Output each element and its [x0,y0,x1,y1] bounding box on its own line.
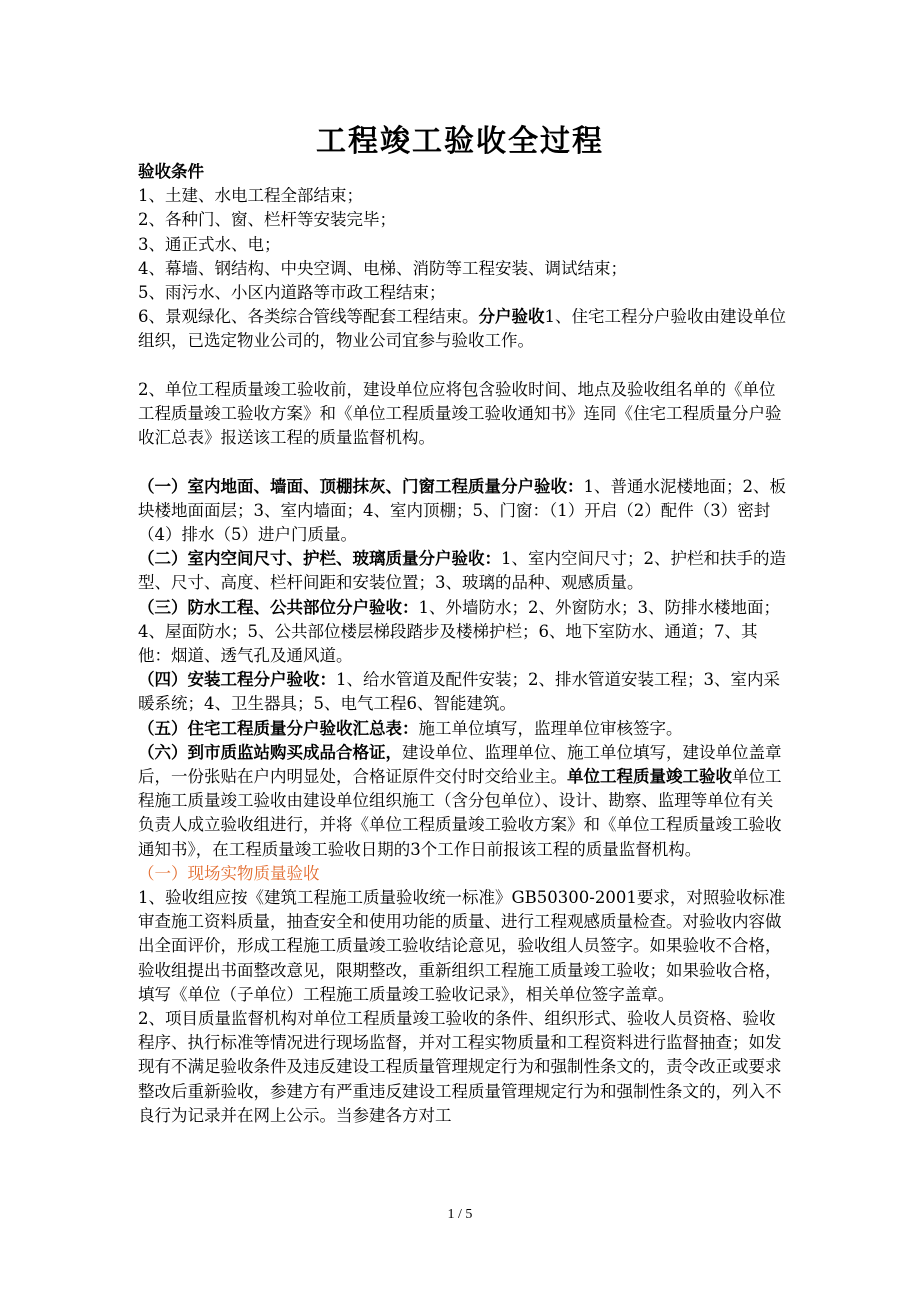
household-sub-2 [138,547,786,595]
unit-sub1-heading: （一）现场实物质量验收 [138,863,320,883]
sub-text: 1、室内空间尺寸；2、护栏和扶手的造型、尺寸、高度、栏杆间距和安装位置；3、玻璃的品种、观感质量。 [138,549,786,593]
unit-p1: 1、验收组应按《建筑工程施工质量验收统一标准》GB50300-2001要求，对照验收标准审查施工资料质量，抽查安全和使用功能的质量、进行工程观感质量检查。对验收内容做出全面评价，形成工程施工质量竣工验收结论意见，验收组人员签字。如果验收不合格，验收组提出书面整改意见，限期整改，重新组织工程施工质量竣工验收；如果验收合格，填写《单位（子单位）工程施工质量竣工验收记录》，相关单位签字盖章。 [138,888,786,1004]
unit-p2: 2、项目质量监督机构对单位工程质量竣工验收的条件、组织形式、验收人员资格、验收程序、执行标准等情况进行现场监督，并对工程实物质量和工程资料进行监督抽查；如发现有不满足验收条件及违反建设工程质量管理规定行为和强制性条文的，责令改正或要求整改后重新验收，参建方有严重违反建设工程质量管理规定行为和强制性条文的，列入不良行为记录并在网上公示。当参建各方对工 [138,1009,782,1125]
household-p2: 2、单位工程质量竣工验收前，建设单位应将包含验收时间、地点及验收组名单的《单位工程质量竣工验收方案》和《单位工程质量竣工验收通知书》连同《住宅工程质量分户验收汇总表》报送该工程的质量监督机构。 [138,379,782,448]
household-p1: 1、住宅工程分户验收由建设单位组织，已选定物业公司的，物业公司宜参与验收工作。 [138,307,786,351]
sub-text: 建设单位、监理单位、施工单位填写，建设单位盖章后，一份张贴在户内明显处，合格证原件交付时交给业主。 [138,742,782,787]
sub-label: （二）室内空间尺寸、护栏、玻璃质量分户验收： [138,549,501,569]
sub-label: （一）室内地面、墙面、顶棚抹灰、门窗工程质量分户验收： [138,476,584,496]
conditions-heading: 验收条件 [138,162,204,181]
unit-heading: 单位工程质量竣工验收 [567,767,732,787]
unit-intro: 单位工程施工质量竣工验收由建设单位组织施工（含分包单位）、设计、勘察、监理等单位有关负责人成立验收组进行，并将《单位工程质量竣工验收方案》和《单位工程质量竣工验收通知书》，在工程质量竣工验收日期的3个工作日前报该工程的质量监督机构。 [138,767,782,859]
page-number: 1 / 5 [447,1207,473,1222]
sub-label: （五）住宅工程质量分户验收汇总表： [138,718,419,738]
household-sub-4 [138,668,786,716]
condition-item: 6、景观绿化、各类综合管线等配套工程结束。 [138,307,479,327]
household-sub-5 [138,717,786,741]
sub-label: （四）安装工程分户验收： [138,670,336,690]
household-sub-1 [138,475,786,548]
sub-text: 施工单位填写，监理单位审核签字。 [418,718,683,738]
household-heading: 分户验收 [478,307,545,327]
sub-text: 1、普通水泥楼地面；2、板块楼地面面层；3、室内墙面；4、室内顶棚；5、门窗：（1）开启（2）配件（3）密封（4）排水（5）进户门质量。 [138,476,786,545]
sub-text: 1、给水管道及配件安装；2、排水管道安装工程；3、室内采暖系统；4、卫生器具；5、电气工程6、智能建筑。 [138,670,780,714]
sub-text: 1、外墙防水；2、外窗防水；3、防排水楼地面；4、屋面防水；5、公共部位楼层梯段踏步及楼梯护栏；6、地下室防水、通道；7、其他：烟道、透气孔及通风道。 [138,597,780,666]
document-body [138,160,786,1128]
condition-item: 5、雨污水、小区内道路等市政工程结束； [138,283,446,303]
condition-item-6-paragraph [138,305,786,353]
condition-item: 4、幕墙、钢结构、中央空调、电梯、消防等工程安装、调试结束； [138,258,627,278]
sub-label: （六）到市质监站购买成品合格证， [138,742,402,762]
condition-item: 3、通正式水、电； [138,234,281,254]
household-sub-3 [138,596,786,669]
household-sub-6 [138,741,786,862]
condition-item: 1、土建、水电工程全部结束； [138,186,363,206]
sub-label: （三）防水工程、公共部位分户验收： [138,597,419,617]
page-title: 工程竣工验收全过程 [316,124,604,159]
condition-item: 2、各种门、窗、栏杆等安装完毕； [138,210,396,230]
